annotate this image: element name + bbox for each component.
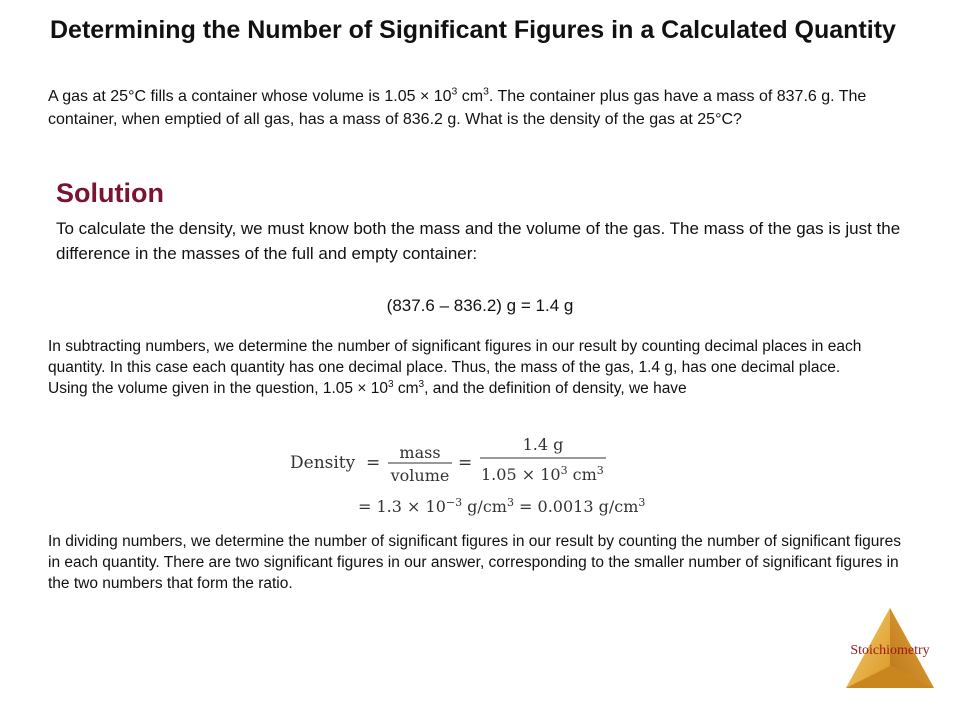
formula-frac1-num: mass	[399, 443, 441, 462]
solution-heading: Solution	[56, 178, 164, 208]
solution-intro: To calculate the density, we must know both the mass and the volume of the gas. The mass of the gas is just the difference in the masses of the full and empty container:	[56, 219, 901, 263]
formula-frac1-den: volume	[390, 466, 450, 485]
mass-equation: (837.6 – 836.2) g = 1.4 g	[386, 296, 574, 315]
formula-frac2-num: 1.4 g	[522, 436, 564, 454]
formula-lhs: Density	[290, 453, 356, 473]
formula-result: = $1.3 \times 10^{-3}$ $g/cm^3 = 0.0013$ $g/cm^3$	[358, 496, 646, 516]
problem-statement: A gas at 25°C fills a container whose volume is $1.05 \times 10^3$ $cm^3$. The container plus gas have a mass of 837.6 g. The container, when emptied of all gas, has a mass of 836.2 g. What is the density of the gas at 25°C?	[48, 86, 867, 128]
stoichiometry-pyramid-badge[interactable]	[834, 606, 946, 692]
badge-label: Stoichiometry	[850, 643, 930, 658]
division-explanation: In dividing numbers, we determine the number of significant figures in our result by counting the number of significant figures in each quantity. There are two significant figures in our answer, corresponding to the smaller number of significant figures in the two numbers that form the ratio.	[48, 533, 901, 592]
density-formula	[288, 436, 688, 520]
formula-frac2-den: $1.05 \times 10^3$ $cm^3$	[481, 464, 604, 484]
subtraction-explanation: In subtracting numbers, we determine the number of significant figures in our result by counting decimal places in each quantity. In this case each quantity has one decimal place. Thus, the mass of the gas, 1.4 g, has one decimal place. Using the volume given in the question, $1.05 \times 10^3$ $cm^3$, and the definition of density, we have	[48, 338, 862, 397]
slide-title: Determining the Number of Significant Figures in a Calculated Quantity	[50, 16, 896, 44]
formula-equals-2: =	[458, 453, 473, 473]
formula-equals-1: =	[366, 453, 381, 473]
